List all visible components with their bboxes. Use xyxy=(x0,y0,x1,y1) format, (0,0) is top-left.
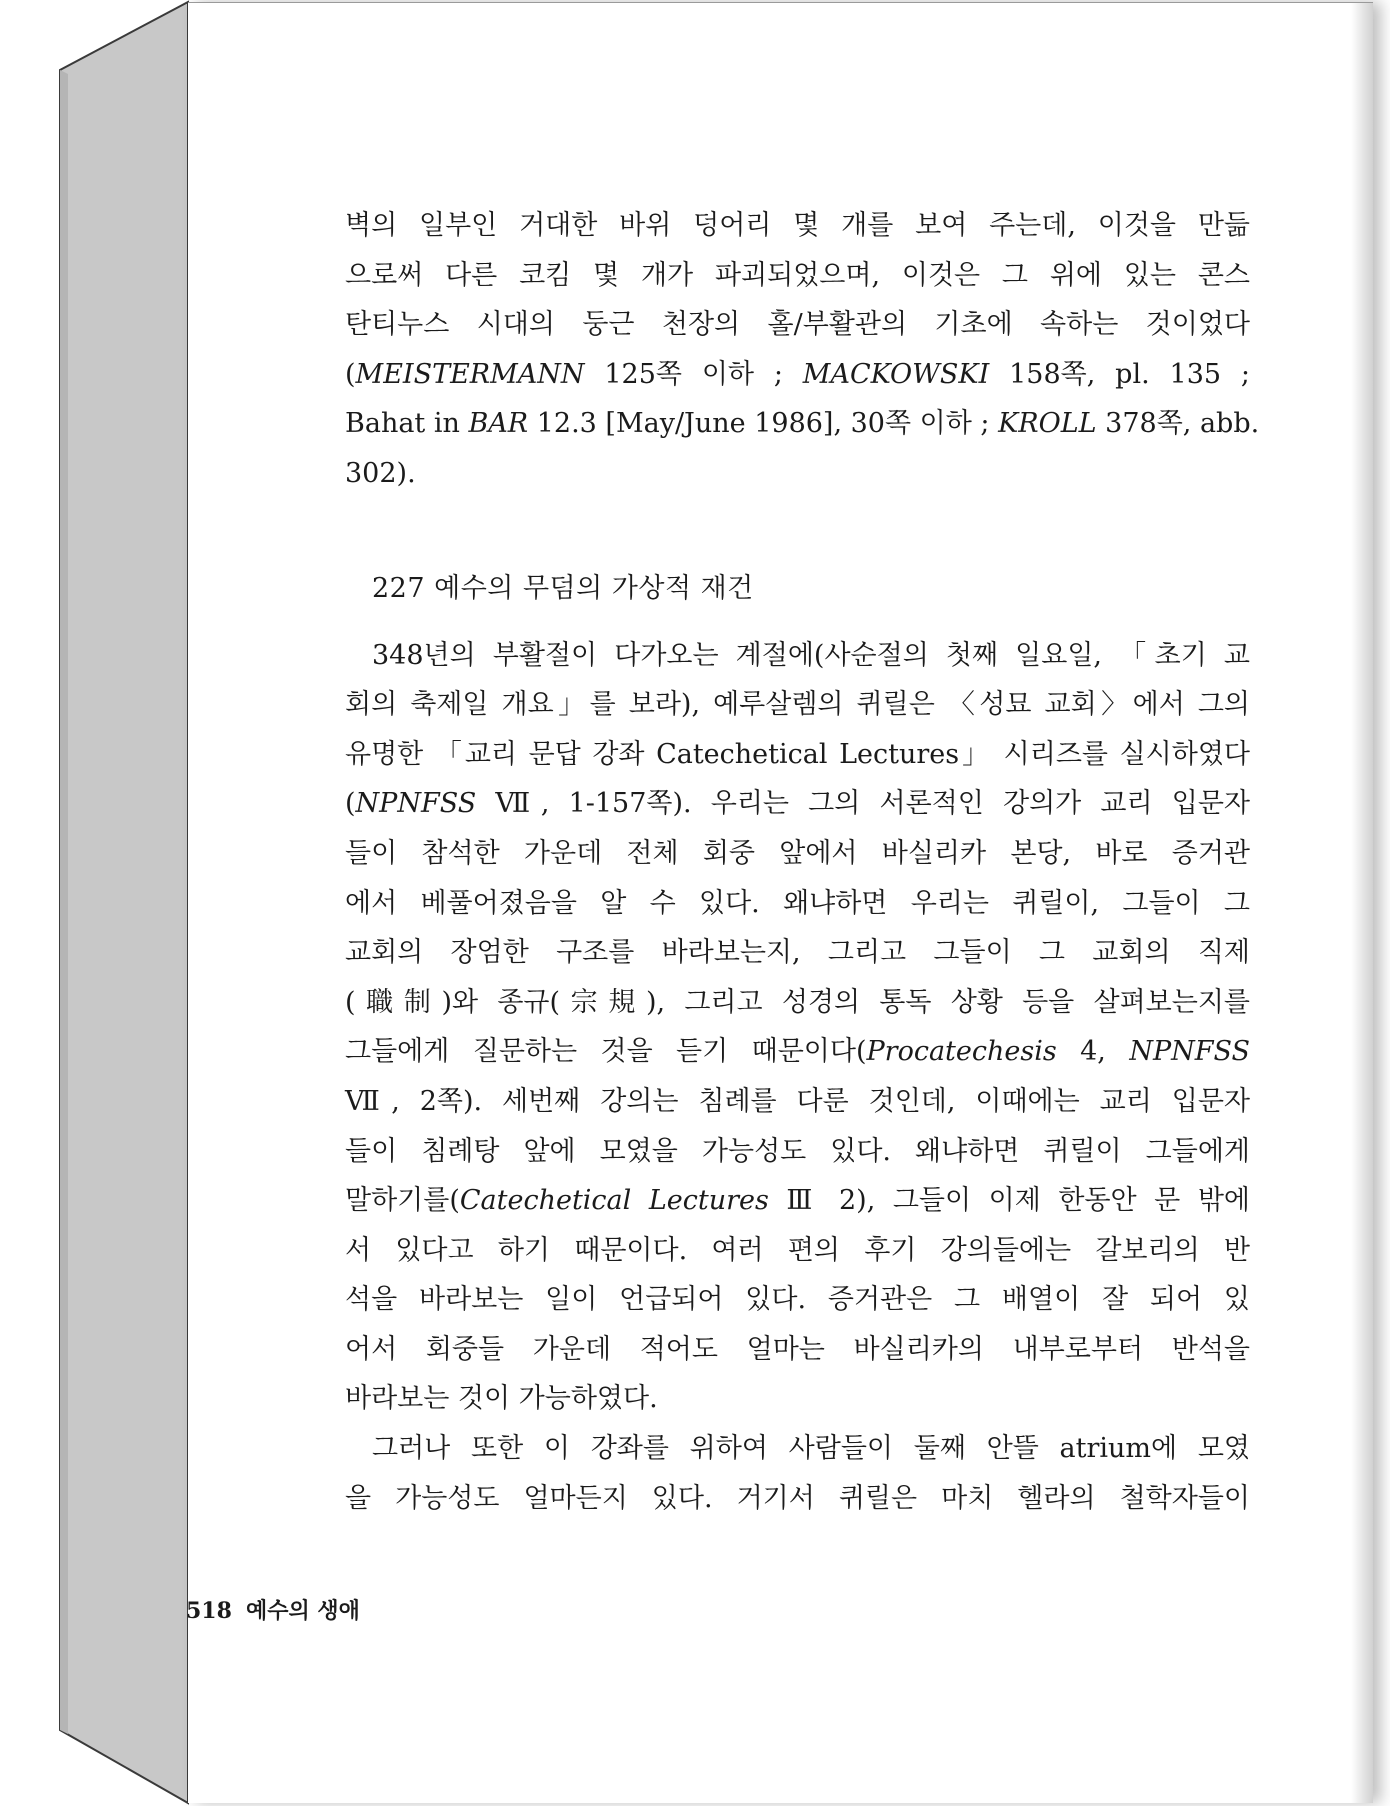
text-line: (職制)와 종규(宗規), 그리고 성경의 통독 상황 등을 살펴보는지를 xyxy=(345,986,1250,1018)
text-line: 교회의 장엄한 구조를 바라보는지, 그리고 그들이 그 교회의 직제 xyxy=(345,937,1250,969)
text-line: 어서 회중들 가운데 적어도 얼마는 바실리카의 내부로부터 반석을 xyxy=(345,1333,1250,1365)
page-text xyxy=(345,201,1260,1523)
italic-ref: NPNFSS xyxy=(355,788,477,820)
paragraph-2 xyxy=(345,631,1250,1425)
text-line: 유명한 「교리 문답 강좌 Catechetical Lectures」 시리즈를 실시하였다 xyxy=(345,738,1250,770)
text-line: 348년의 부활절이 다가오는 계절에(사순절의 첫째 일요일, 「초기 교 xyxy=(372,639,1250,671)
text-line: 서 있다고 하기 때문이다. 여러 편의 후기 강의들에는 갈보리의 반 xyxy=(345,1234,1250,1266)
paragraph-1 xyxy=(345,201,1260,499)
text-line: 들이 참석한 가운데 전체 회중 앞에서 바실리카 본당, 바로 증거관 xyxy=(345,837,1250,869)
text-line: 벽의 일부인 거대한 바위 덩어리 몇 개를 보여 주는데, 이것을 만듦 xyxy=(345,210,1250,241)
italic-ref: Catechetical Lectures xyxy=(459,1185,769,1217)
page-footer xyxy=(186,1594,360,1625)
page-number: 518 xyxy=(186,1598,232,1624)
text-line: 탄티누스 시대의 둥근 천장의 홀/부활관의 기초에 속하는 것이었다 xyxy=(345,309,1250,341)
text-line: 들이 침례탕 앞에 모였을 가능성도 있다. 왜냐하면 퀴릴이 그들에게 xyxy=(345,1135,1250,1167)
text-line: 그러나 또한 이 강좌를 위하여 사람들이 둘째 안뜰 atrium에 모였 xyxy=(372,1433,1250,1465)
text-line: 회의 축제일 개요」를 보라), 예루살렘의 퀴릴은 〈성묘 교회〉에서 그의 xyxy=(345,689,1250,721)
italic-ref: BAR xyxy=(468,408,529,440)
text-line: 바라보는 것이 가능하였다. xyxy=(345,1383,658,1415)
text-line: Ⅶ, 2쪽). 세번째 강의는 침례를 다룬 것인데, 이때에는 교리 입문자 xyxy=(345,1085,1250,1117)
text-line: (NPNFSS Ⅶ, 1-157쪽). 우리는 그의 서론적인 강의가 교리 입문자 xyxy=(345,788,1250,820)
book-spine xyxy=(0,0,200,1806)
page-edge-shadow xyxy=(1351,3,1373,1803)
paragraph-3 xyxy=(345,1424,1250,1523)
section-heading: 227 예수의 무덤의 가상적 재건 xyxy=(372,572,754,604)
text-line: 으로써 다른 코킴 몇 개가 파괴되었으며, 이것은 그 위에 있는 콘스 xyxy=(345,259,1250,291)
italic-ref: Procatechesis xyxy=(866,1036,1057,1068)
text-line: 을 가능성도 얼마든지 있다. 거기서 퀴릴은 마치 헬라의 철학자들이 xyxy=(345,1482,1250,1514)
text-line: 그들에게 질문하는 것을 듣기 때문이다(Procatechesis 4, NPNFSS xyxy=(345,1036,1250,1068)
italic-ref: NPNFSS xyxy=(1129,1036,1250,1068)
text-line: 302). xyxy=(345,457,416,489)
text-line: 에서 베풀어졌음을 알 수 있다. 왜냐하면 우리는 퀴릴이, 그들이 그 xyxy=(345,887,1250,919)
italic-ref: MEISTERMANN xyxy=(355,358,585,390)
text-line: Bahat in BAR 12.3 [May/June 1986], 30쪽 이하 ; KROLL 378쪽, abb. xyxy=(345,408,1260,440)
running-title: 예수의 생애 xyxy=(245,1598,360,1624)
text-line: 석을 바라보는 일이 언급되어 있다. 증거관은 그 배열이 잘 되어 있 xyxy=(345,1284,1250,1316)
text-line: (MEISTERMANN 125쪽 이하 ; MACKOWSKI 158쪽, pl. 135 ; xyxy=(345,358,1250,390)
book-page xyxy=(188,2,1373,1803)
text-line: 말하기를(Catechetical Lectures Ⅲ 2), 그들이 이제 한동안 문 밖에 xyxy=(345,1185,1250,1217)
italic-ref: MACKOWSKI xyxy=(802,358,990,390)
italic-ref: KROLL xyxy=(998,408,1097,440)
